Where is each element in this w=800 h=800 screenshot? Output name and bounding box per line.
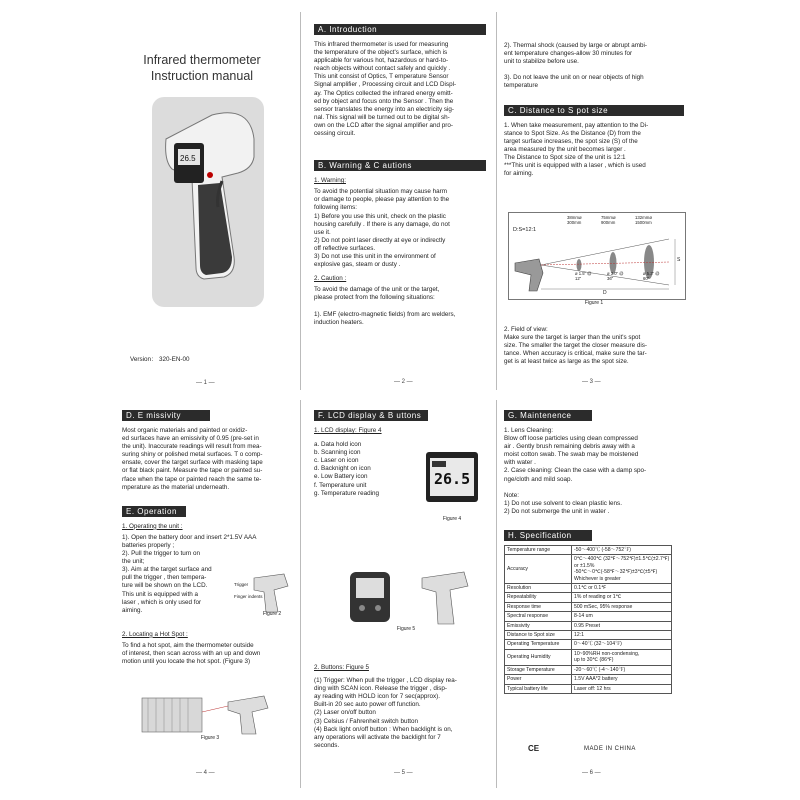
maintenance-body: 1. Lens Cleaning: Blow off loose particles using clean compressed air . Gently brush remaining debris away with a moist cotton swab. The swab may be moistened with water . 2. Case cleaning: Clean the case with a damp spo- nge/cloth and mild soap. Note: 1) Do not use solvent to clean plastic lens. 2) Do not submerge the unit in water . xyxy=(504,427,647,515)
cover-title xyxy=(104,52,300,84)
thermal-shock-text: 2). Thermal shock (caused by large or abrupt ambi- ent temperature changes-allow 30 minutes for unit to stabilize before use. 3). Do not leave the unit on or near objects of high temperature xyxy=(504,42,648,90)
angle-label-3: ø 5.3" @ 60" xyxy=(643,271,660,281)
ratio-label: D:S=12:1 xyxy=(513,227,537,233)
spec-value: 0.1℃ or 0.1℉ xyxy=(572,584,672,593)
caution-title: 2. Caution : xyxy=(314,275,347,283)
spec-value: 8-14 um xyxy=(572,612,672,621)
spec-value: Laser off: 12 hrs xyxy=(572,684,672,693)
section-header: C. Distance to S pot size xyxy=(504,105,684,116)
page-number: — 5 — xyxy=(394,770,413,776)
version-label: Version： 320-EN-00 xyxy=(130,356,190,363)
angle-label-2: ø 3.0" @ 36" xyxy=(607,271,624,281)
svg-text:26.5: 26.5 xyxy=(180,154,196,163)
maintenance-section xyxy=(504,410,680,516)
section-header: F. LCD display & B uttons xyxy=(314,410,428,421)
spec-row xyxy=(505,621,672,630)
cover-page xyxy=(104,12,300,390)
spec-key: Operating Temperature xyxy=(505,640,572,649)
section-header: A. Introduction xyxy=(314,24,486,35)
spec-key: Resolution xyxy=(505,584,572,593)
trigger-label: Trigger xyxy=(234,582,249,587)
spec-table xyxy=(504,545,672,694)
column-divider xyxy=(300,12,301,390)
hotspot-body: To find a hot spot, aim the thermometer outside of interest, then scan across with an up and down motion until you locate the hot spot. (Figure 3) xyxy=(122,641,261,666)
page-number: — 4 — xyxy=(196,770,215,776)
spec-value: 500 mSec, 95% response xyxy=(572,602,672,611)
ce-mark: CE xyxy=(528,744,540,753)
spec-value: 10~90%RH non-condensing, up to 30℃ (86℉) xyxy=(572,649,672,665)
buttons-body: (1) Trigger: When pull the trigger , LCD display rea- ding with SCAN icon. Release the trigger , disp- ay reading with HOLD icon for 7 sec(approx). Built-in 20 sec auto power off function. (2) Laser on/off button (3) Celsius / Fahrenheit switch button (4) Back light on/off button : When backlight is on, any operations will activate the backlight for 7 seconds. xyxy=(314,677,457,749)
lcd-items: a. Data hold icon b. Scanning icon c. Laser on icon d. Backnight on icon e. Low Battery icon f. Temperature unit g. Temperature reading xyxy=(314,441,379,497)
spec-key: Distance to Spot size xyxy=(505,631,572,640)
angle-label-1: ø 1.5" @ 12" xyxy=(575,271,592,281)
page-number: — 2 — xyxy=(394,379,413,385)
operation-subtitle: 1. Operating the unit : xyxy=(122,522,183,530)
spec-key: Power xyxy=(505,675,572,684)
spec-key: Repeatability xyxy=(505,593,572,602)
thermometer-icon xyxy=(152,97,264,307)
distance-section xyxy=(504,42,684,178)
caution-body: To avoid the damage of the unit or the target, please protect from the following situations: 1). EMF (electro-magnetic fields) from arc welders, induction heaters. xyxy=(314,286,456,326)
spec-row xyxy=(505,665,672,674)
figure-3 xyxy=(138,692,278,742)
spec-row xyxy=(505,593,672,602)
figure-1 xyxy=(508,212,686,300)
spec-value: -20～60℃ (-4～140℉) xyxy=(572,665,672,674)
emissivity-section xyxy=(122,410,298,666)
lcd-subtitle: 1. LCD display: Figure 4 xyxy=(314,427,382,434)
emissivity-body: Most organic materials and painted or oxidiz- ed surfaces have an emissivity of 0.95 (pre-set in the unit). Inaccurate readings will result from mea- suring shiny or polished metal surfaces. T o comp- ensate, cover the target surface with masking tape or flat black paint. Measure the tape or painted su- rface when the tape or painted reach the same te- mperature as the material underneath. xyxy=(122,427,263,491)
column-divider xyxy=(496,400,497,788)
figure-5 xyxy=(326,564,486,634)
specification-section xyxy=(504,530,680,694)
spec-row xyxy=(505,631,672,640)
spec-row xyxy=(505,584,672,593)
label-d: D xyxy=(603,290,607,296)
spec-row xyxy=(505,649,672,665)
figure-caption: Figure 4 xyxy=(442,516,462,522)
field-of-view-body: 2. Field of view: Make sure the target is larger than the unit's spot size. The smaller the target the closer measure dis- tance. When accuracy is critical, make sure the tar- get is at least twice as large as the spot size. xyxy=(504,326,648,366)
trigger-icon xyxy=(234,570,292,614)
spot-label-2: 75mmø 900mm xyxy=(601,215,616,225)
spot-label-1: 38mmø 300mm xyxy=(567,215,582,225)
page-number: — 3 — xyxy=(582,379,601,385)
section-header: B. Warning & C autions xyxy=(314,160,486,171)
spec-value: 0～40℃ (32～104℉) xyxy=(572,640,672,649)
section-header: G. Maintenence xyxy=(504,410,592,421)
hotspot-subtitle: 2. Locating a Hot Spot : xyxy=(122,630,188,638)
page-number: — 6 — xyxy=(582,770,601,776)
spec-value: 1% of reading or 1℃ xyxy=(572,593,672,602)
spot-size-diagram xyxy=(509,213,685,299)
spec-value: 0.95 Preset xyxy=(572,621,672,630)
warning-title: 1. Warning: xyxy=(314,177,346,185)
spec-key: Typical battery life xyxy=(505,684,572,693)
spot-label-3: 132mmø 1500mm xyxy=(635,215,652,225)
column-divider xyxy=(496,12,497,390)
spec-key: Accuracy xyxy=(505,555,572,584)
intro-body: This infrared thermometer is used for measuring the temperature of the object's surface, which is applicable for various hot, hazardous or hard-to- reach objects without contact safely and quickly . This unit consist of Optics, T emperature Sensor Signal amplifier , Processing circuit and LCD Displ- ay. The Optics collected the infrared energy emitt- ed by object and focus onto the Sensor . Then the sensor translates the energy into an electricity sig- nal. This signal will be turned out to be digital sh- own on the LCD after the signal amplifier and pro- cessing circuit. xyxy=(314,41,457,138)
field-of-view xyxy=(504,326,688,366)
spec-key: Temperature range xyxy=(505,546,572,555)
manual-sheet-bottom xyxy=(104,400,692,788)
spec-key: Spectral response xyxy=(505,612,572,621)
spec-value: 1.5V AAA*2 battery xyxy=(572,675,672,684)
manual-sheet-top xyxy=(104,12,692,390)
spec-row xyxy=(505,546,672,555)
spec-key: Emissivity xyxy=(505,621,572,630)
spec-row xyxy=(505,602,672,611)
spec-row xyxy=(505,555,672,584)
lcd-reading: 26.5 xyxy=(434,470,471,488)
title-line-2: Instruction manual xyxy=(150,69,254,83)
spec-value: -50～400℃ (-58～752℉) xyxy=(572,546,672,555)
section-header: H. Specification xyxy=(504,530,592,541)
section-header: E. Operation xyxy=(122,506,186,517)
figure-2 xyxy=(234,570,292,620)
figure-caption: Figure 2 xyxy=(262,611,282,617)
spec-key: Operating Humidity xyxy=(505,649,572,665)
spec-key: Response time xyxy=(505,602,572,611)
operation-steps: 1). Open the battery door and insert 2*1.5V AAA batteries properly ; 2). Pull the trigger to turn on the unit; 3). Aim at the target surface and pull the trigger , then tempera- ture will be shown on the LCD. This unit is equipped with a laser , which is only used for aiming. xyxy=(122,533,257,614)
column-divider xyxy=(300,400,301,788)
spec-key: Storage Temperature xyxy=(505,665,572,674)
buttons-subtitle: 2. Buttons: Figure 5 xyxy=(314,664,369,671)
warning-body: To avoid the potential situation may cause harm or damage to people, please pay attention to the following items: 1) Before you use this unit, check on the plastic housing carefully . If there is any damage, do not use it. 2) Do not point laser directly at eye or indirectly off reflective surfaces. 3) Do not use this unit in the environment of explosive gas, steam or dusty . xyxy=(314,188,450,269)
title-line-1: Infrared thermometer xyxy=(143,53,261,67)
intro-section xyxy=(314,24,486,327)
spec-row xyxy=(505,612,672,621)
label-s: S xyxy=(677,257,681,263)
spec-row xyxy=(505,640,672,649)
distance-body: 1. When take measurement, pay attention to the Di- stance to Spot Size. As the Distance (D) from the target surface increases, the spot size (S) of the area measured by the unit becomes larger . The Distance to Spot size of the unit is 12:1 ***This unit is equipped with a laser , which is used for aiming. xyxy=(504,121,649,178)
spec-row xyxy=(505,684,672,693)
section-header: D. E missivity xyxy=(122,410,210,421)
spec-value: 12:1 xyxy=(572,631,672,640)
buttons-section xyxy=(314,658,490,750)
buttons-diagram-icon xyxy=(326,564,486,628)
hot-spot-scan-icon xyxy=(138,692,278,736)
spec-row xyxy=(505,675,672,684)
product-photo xyxy=(152,97,264,307)
figure-caption: Figure 5 xyxy=(396,626,416,632)
finger-label: Finger indents xyxy=(234,594,263,599)
figure-4 xyxy=(420,440,484,530)
made-in-label: MADE IN CHINA xyxy=(584,746,636,752)
figure-caption: Figure 1 xyxy=(584,300,604,306)
spec-value: 0℃～400℃ (32℉～752℉)±1.5℃(±2.7℉) or ±1.5% -50℃～0℃(-58℉～32℉)±3℃(±5℉) Whichever is greater xyxy=(572,555,672,584)
figure-caption: Figure 3 xyxy=(200,735,220,741)
page-number: — 1 — xyxy=(196,380,215,386)
